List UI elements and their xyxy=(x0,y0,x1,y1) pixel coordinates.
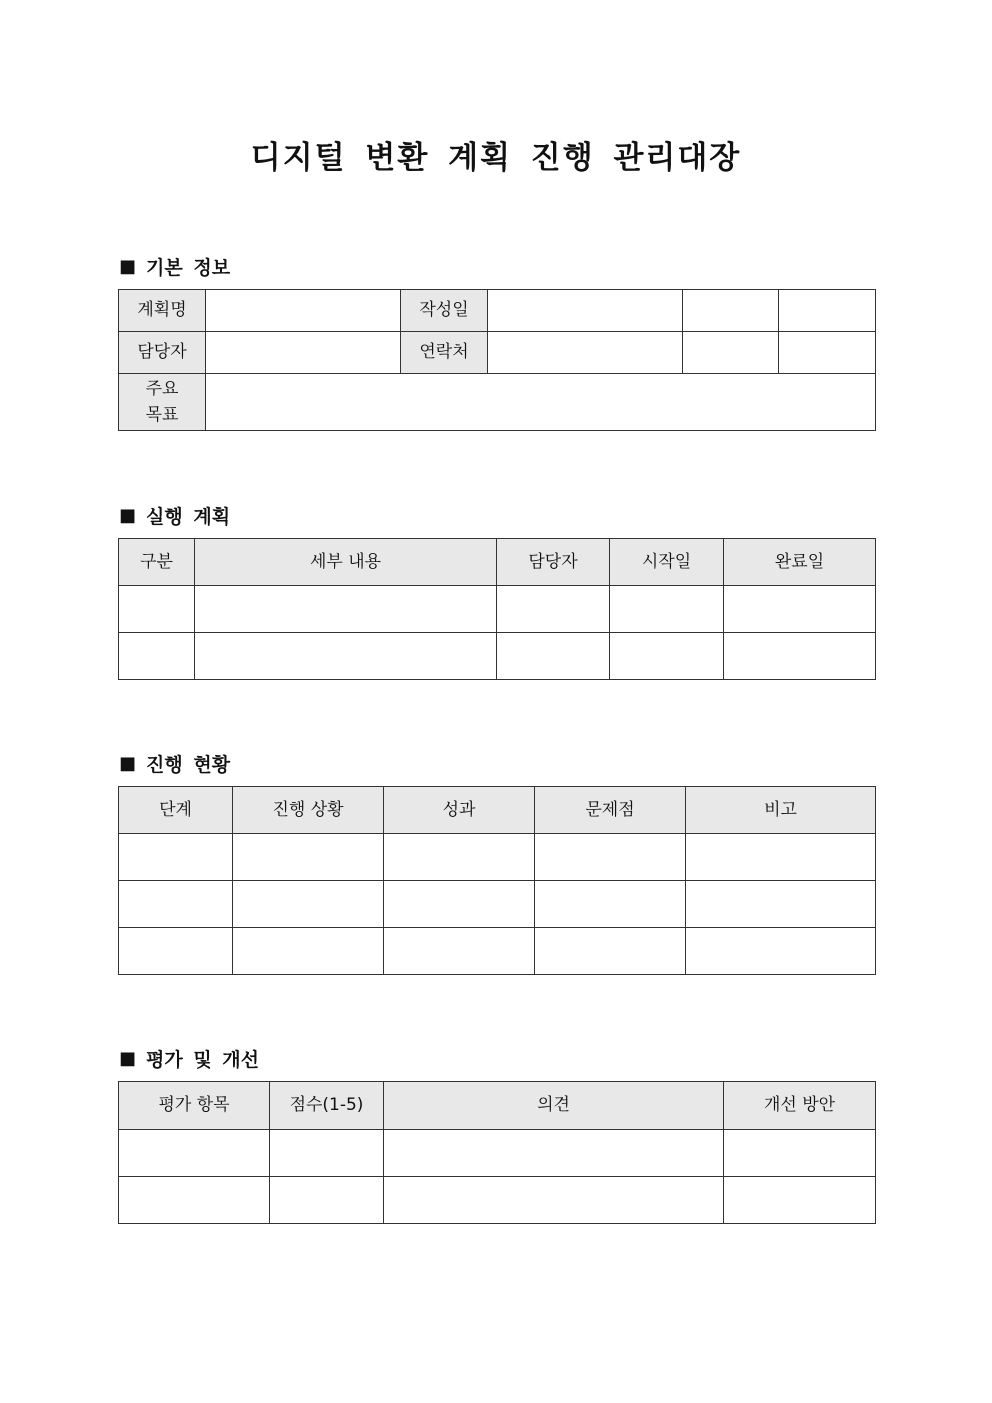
table-cell[interactable] xyxy=(724,1130,876,1177)
section-heading-progress-status xyxy=(119,750,230,777)
square-bullet-icon: ■ xyxy=(119,753,137,774)
column-header-opinion: 의견 xyxy=(384,1082,724,1130)
column-header-end-date: 완료일 xyxy=(724,539,876,586)
table-cell[interactable] xyxy=(119,928,233,975)
basic-info-table xyxy=(118,289,876,431)
blank-cell[interactable] xyxy=(779,290,876,332)
column-header-score: 점수(1-5) xyxy=(270,1082,384,1130)
main-goal-field[interactable] xyxy=(206,374,876,431)
table-cell[interactable] xyxy=(535,881,686,928)
blank-cell[interactable] xyxy=(683,332,779,374)
table-cell[interactable] xyxy=(195,586,497,633)
table-cell[interactable] xyxy=(119,1177,270,1224)
table-cell[interactable] xyxy=(195,633,497,680)
section-heading-basic-info xyxy=(119,253,230,280)
table-cell[interactable] xyxy=(270,1130,384,1177)
square-bullet-icon: ■ xyxy=(119,1048,137,1069)
table-row xyxy=(119,1130,876,1177)
main-goal-label-line: 주요 xyxy=(145,378,179,399)
section-heading-evaluation xyxy=(119,1045,259,1072)
plan-name-label: 계획명 xyxy=(119,290,206,332)
table-cell[interactable] xyxy=(384,1130,724,1177)
table-cell[interactable] xyxy=(535,928,686,975)
table-row xyxy=(119,633,876,680)
table-row xyxy=(119,881,876,928)
blank-cell[interactable] xyxy=(779,332,876,374)
table-cell[interactable] xyxy=(497,586,610,633)
table-cell[interactable] xyxy=(119,586,195,633)
table-cell[interactable] xyxy=(119,1130,270,1177)
column-header-start-date: 시작일 xyxy=(610,539,724,586)
column-header-eval-item: 평가 항목 xyxy=(119,1082,270,1130)
written-date-field[interactable] xyxy=(488,290,683,332)
column-header-stage: 단계 xyxy=(119,787,233,834)
table-cell[interactable] xyxy=(535,834,686,881)
manager-label: 담당자 xyxy=(119,332,206,374)
table-cell[interactable] xyxy=(686,834,876,881)
plan-name-field[interactable] xyxy=(206,290,401,332)
table-cell[interactable] xyxy=(233,881,384,928)
table-row xyxy=(119,290,876,332)
table-row xyxy=(119,1177,876,1224)
column-header-progress: 진행 상황 xyxy=(233,787,384,834)
document-title: 디지털 변환 계획 진행 관리대장 xyxy=(250,140,742,176)
table-cell[interactable] xyxy=(610,633,724,680)
table-cell[interactable] xyxy=(270,1177,384,1224)
table-cell[interactable] xyxy=(119,881,233,928)
manager-field[interactable] xyxy=(206,332,401,374)
table-cell[interactable] xyxy=(497,633,610,680)
table-header-row xyxy=(119,787,876,834)
column-header-details: 세부 내용 xyxy=(195,539,497,586)
column-header-manager: 담당자 xyxy=(497,539,610,586)
table-row xyxy=(119,332,876,374)
contact-field[interactable] xyxy=(488,332,683,374)
table-cell[interactable] xyxy=(233,928,384,975)
progress-status-table xyxy=(118,786,876,975)
table-row xyxy=(119,374,876,431)
table-cell[interactable] xyxy=(686,881,876,928)
table-cell[interactable] xyxy=(724,1177,876,1224)
table-cell[interactable] xyxy=(233,834,384,881)
table-cell[interactable] xyxy=(384,881,535,928)
table-header-row xyxy=(119,1082,876,1130)
table-cell[interactable] xyxy=(119,633,195,680)
column-header-results: 성과 xyxy=(384,787,535,834)
section-title: 기본 정보 xyxy=(146,257,231,279)
section-heading-execution-plan xyxy=(119,502,230,529)
column-header-improvement: 개선 방안 xyxy=(724,1082,876,1130)
square-bullet-icon: ■ xyxy=(119,256,137,277)
table-cell[interactable] xyxy=(384,1177,724,1224)
evaluation-table xyxy=(118,1081,876,1224)
section-title: 평가 및 개선 xyxy=(146,1049,260,1071)
written-date-label: 작성일 xyxy=(401,290,488,332)
table-cell[interactable] xyxy=(384,834,535,881)
execution-plan-table xyxy=(118,538,876,680)
contact-label: 연락처 xyxy=(401,332,488,374)
section-title: 실행 계획 xyxy=(146,506,231,528)
table-cell[interactable] xyxy=(610,586,724,633)
table-cell[interactable] xyxy=(119,834,233,881)
table-header-row xyxy=(119,539,876,586)
square-bullet-icon: ■ xyxy=(119,505,137,526)
table-row xyxy=(119,834,876,881)
table-row xyxy=(119,586,876,633)
blank-cell[interactable] xyxy=(683,290,779,332)
main-goal-label-line: 목표 xyxy=(145,405,179,425)
section-title: 진행 현황 xyxy=(146,754,231,776)
column-header-category: 구분 xyxy=(119,539,195,586)
column-header-remarks: 비고 xyxy=(686,787,876,834)
table-row xyxy=(119,928,876,975)
main-goal-label xyxy=(119,374,206,431)
column-header-issues: 문제점 xyxy=(535,787,686,834)
table-cell[interactable] xyxy=(686,928,876,975)
table-cell[interactable] xyxy=(724,633,876,680)
table-cell[interactable] xyxy=(384,928,535,975)
table-cell[interactable] xyxy=(724,586,876,633)
